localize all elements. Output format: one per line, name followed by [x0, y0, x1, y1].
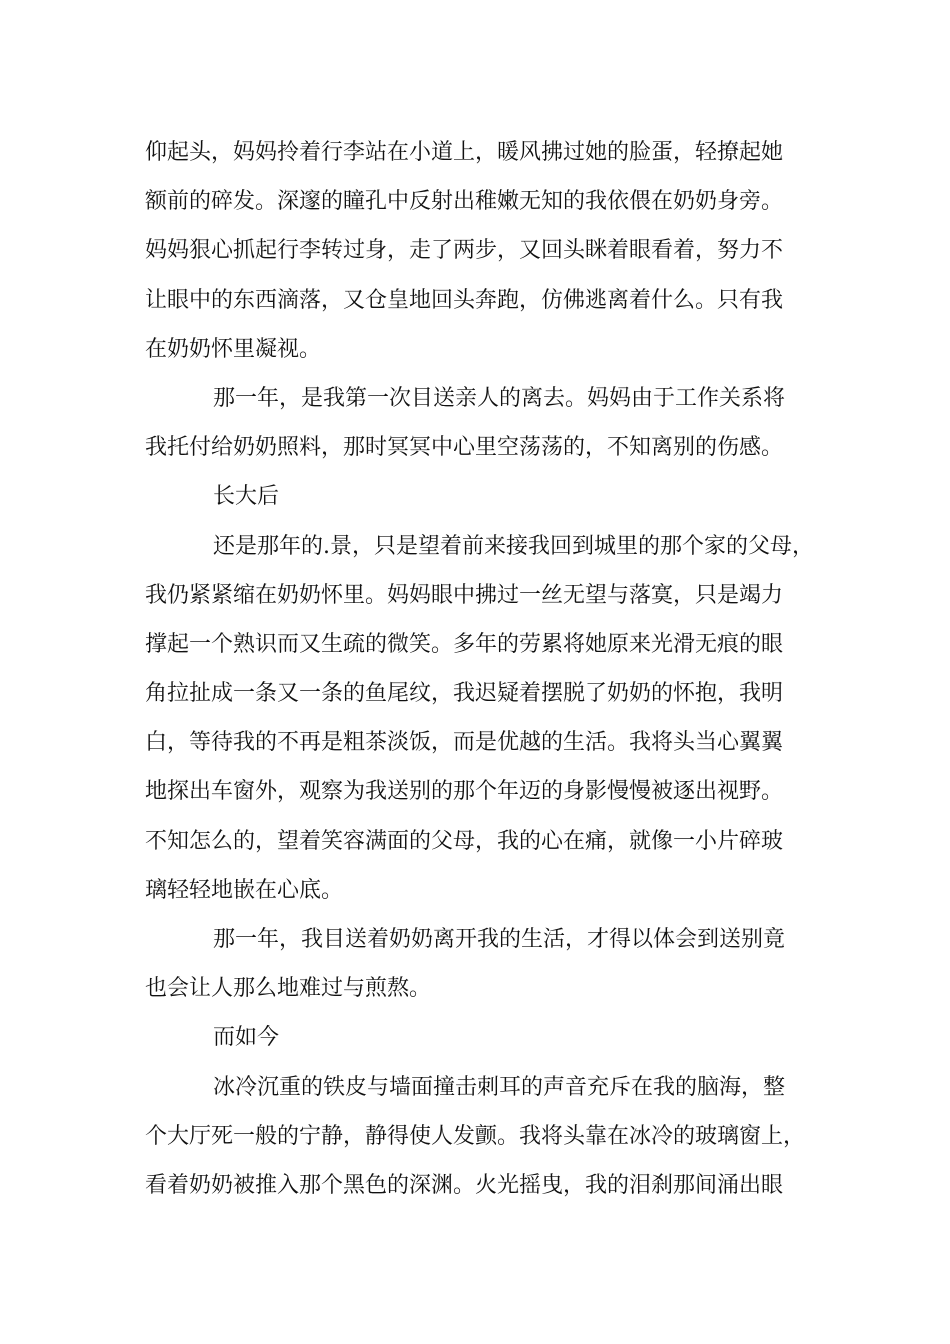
text-line: 个大厅死一般的宁静，静得使人发颤。我将头靠在冰冷的玻璃窗上， [145, 1123, 806, 1149]
text-line: 冰冷沉重的铁皮与墙面撞击刺耳的声音充斥在我的脑海，整 [213, 1074, 786, 1100]
text-line: 角拉扯成一条又一条的鱼尾纹，我迟疑着摆脱了奶奶的怀抱，我明 [145, 681, 784, 707]
section-heading: 长大后 [213, 484, 280, 510]
text-line: 璃轻轻地嵌在心底。 [145, 877, 344, 903]
text-line: 不知怎么的，望着笑容满面的父母，我的心在痛，就像一小片碎玻 [145, 828, 784, 854]
text-line: 那一年，我目送着奶奶离开我的生活，才得以体会到送别竟 [213, 927, 786, 952]
text-line: 撑起一个熟识而又生疏的微笑。多年的劳累将她原来光滑无痕的眼 [145, 631, 784, 657]
text-line: 我托付给奶奶照料，那时冥冥中心里空荡荡的，不知离别的伤感。 [145, 435, 784, 461]
text-line: 也会让人那么地难过与煎熬。 [145, 976, 432, 1002]
section-heading: 而如今 [213, 1025, 280, 1051]
text-line: 妈妈狠心抓起行李转过身，走了两步，又回头眯着眼看着，努力不 [145, 238, 784, 264]
text-line: 让眼中的东西滴落，又仓皇地回头奔跑，仿佛逃离着什么。只有我 [145, 287, 784, 313]
body-text [145, 128, 835, 1210]
text-line: 还是那年的.景，只是望着前来接我回到城里的那个家的父母， [213, 533, 814, 559]
text-line: 额前的碎发。深邃的瞳孔中反射出稚嫩无知的我依偎在奶奶身旁。 [145, 189, 784, 215]
text-line: 那一年，是我第一次目送亲人的离去。妈妈由于工作关系将 [213, 385, 786, 411]
text-line: 在奶奶怀里凝视。 [145, 336, 322, 362]
text-line: 白，等待我的不再是粗茶淡饭，而是优越的生活。我将头当心翼翼 [145, 730, 784, 756]
text-line: 看着奶奶被推入那个黑色的深渊。火光摇曳，我的泪刹那间涌出眼 [145, 1172, 784, 1198]
text-line: 地探出车窗外，观察为我送别的那个年迈的身影慢慢被逐出视野。 [145, 779, 784, 805]
text-line: 仰起头，妈妈拎着行李站在小道上，暖风拂过她的脸蛋，轻撩起她 [145, 140, 784, 165]
text-line: 我仍紧紧缩在奶奶怀里。妈妈眼中拂过一丝无望与落寞，只是竭力 [145, 582, 784, 608]
